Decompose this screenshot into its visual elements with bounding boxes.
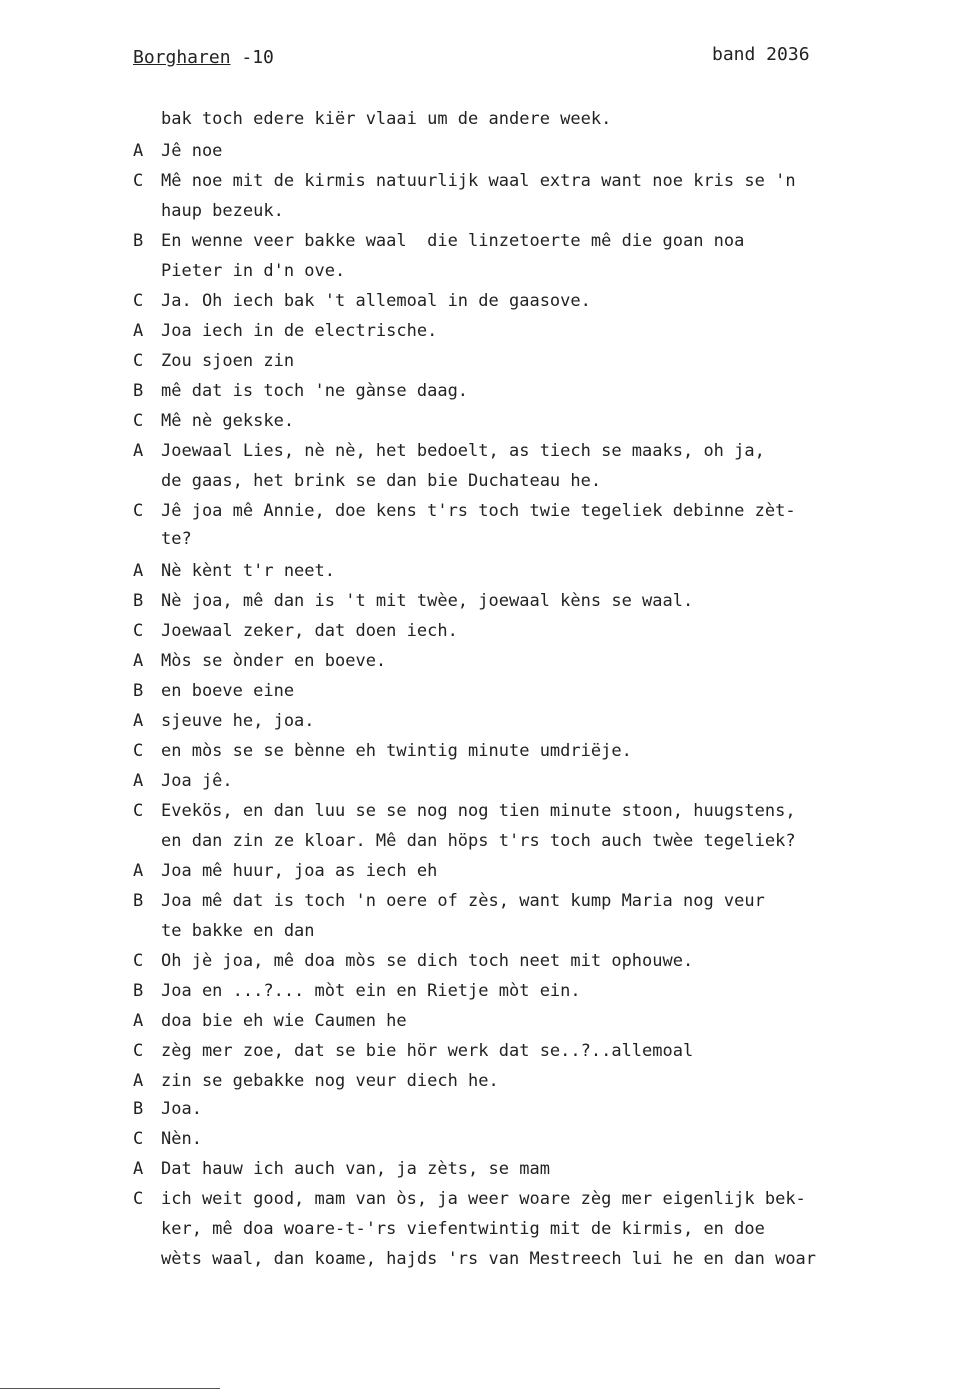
speaker-label: C bbox=[133, 291, 144, 311]
speaker-label: C bbox=[133, 621, 144, 641]
line-text: de gaas, het brink se dan bie Duchateau he. bbox=[161, 471, 602, 491]
line-text: Pieter in d'n ove. bbox=[161, 261, 346, 281]
line-text: Jê noe bbox=[161, 141, 223, 161]
line-text: ich weit good, mam van òs, ja weer woare zèg mer eigenlijk bek- bbox=[161, 1189, 806, 1209]
speaker-label: C bbox=[133, 801, 144, 821]
tape-number: band 2036 bbox=[712, 44, 810, 65]
footer-rule bbox=[0, 1388, 220, 1389]
speaker-label: A bbox=[133, 861, 144, 881]
location-name: Borgharen bbox=[133, 47, 231, 68]
line-text: zin se gebakke nog veur diech he. bbox=[161, 1071, 499, 1091]
line-text: Mê nè gekske. bbox=[161, 411, 295, 431]
line-text: en mòs se se bènne eh twintig minute umdriëje. bbox=[161, 741, 632, 761]
line-text: Joewaal Lies, nè nè, het bedoelt, as tiech se maaks, oh ja, bbox=[161, 441, 765, 461]
line-text: sjeuve he, joa. bbox=[161, 711, 315, 731]
speaker-label: C bbox=[133, 1189, 144, 1209]
speaker-label: B bbox=[133, 381, 144, 401]
line-text: Nè joa, mê dan is 't mit twèe, joewaal kèns se waal. bbox=[161, 591, 694, 611]
line-text: Nè kènt t'r neet. bbox=[161, 561, 335, 581]
speaker-label: A bbox=[133, 321, 144, 341]
line-text: Joewaal zeker, dat doen iech. bbox=[161, 621, 458, 641]
speaker-label: A bbox=[133, 1011, 144, 1031]
line-text: ker, mê doa woare-t-'rs viefentwintig mit de kirmis, en doe bbox=[161, 1219, 765, 1239]
line-text: Joa en ...?... mòt ein en Rietje mòt ein. bbox=[161, 981, 581, 1001]
speaker-label: B bbox=[133, 891, 144, 911]
line-text: te bakke en dan bbox=[161, 921, 315, 941]
line-text: Joa iech in de electrische. bbox=[161, 321, 438, 341]
speaker-label: B bbox=[133, 681, 144, 701]
speaker-label: B bbox=[133, 981, 144, 1001]
speaker-label: C bbox=[133, 351, 144, 371]
line-text: Ja. Oh iech bak 't allemoal in de gaasove. bbox=[161, 291, 591, 311]
speaker-label: B bbox=[133, 591, 144, 611]
speaker-label: A bbox=[133, 1071, 144, 1091]
line-text: Nèn. bbox=[161, 1129, 202, 1149]
speaker-label: C bbox=[133, 1129, 144, 1149]
line-text: haup bezeuk. bbox=[161, 201, 284, 221]
line-text: mê dat is toch 'ne gànse daag. bbox=[161, 381, 469, 401]
speaker-label: A bbox=[133, 141, 144, 161]
speaker-label: A bbox=[133, 711, 144, 731]
line-text: Evekös, en dan luu se se nog nog tien minute stoon, huugstens, bbox=[161, 801, 796, 821]
speaker-label: C bbox=[133, 411, 144, 431]
speaker-label: C bbox=[133, 951, 144, 971]
line-text: en dan zin ze kloar. Mê dan höps t'rs toch auch twèe tegeliek? bbox=[161, 831, 796, 851]
line-text: Mê noe mit de kirmis natuurlijk waal extra want noe kris se 'n bbox=[161, 171, 796, 191]
line-text: Mòs se ònder en boeve. bbox=[161, 651, 387, 671]
line-text: Dat hauw ich auch van, ja zèts, se mam bbox=[161, 1159, 550, 1179]
line-text: bak toch edere kiër vlaai um de andere week. bbox=[161, 109, 612, 129]
line-text: Joa. bbox=[161, 1099, 202, 1119]
line-text: Zou sjoen zin bbox=[161, 351, 295, 371]
line-text: En wenne veer bakke waal die linzetoerte mê die goan noa bbox=[161, 231, 745, 251]
speaker-label: A bbox=[133, 651, 144, 671]
speaker-label: A bbox=[133, 561, 144, 581]
speaker-label: C bbox=[133, 741, 144, 761]
line-text: zèg mer zoe, dat se bie hör werk dat se..?..allemoal bbox=[161, 1041, 694, 1061]
line-text: Jê joa mê Annie, doe kens t'rs toch twie tegeliek debinne zèt- bbox=[161, 501, 796, 521]
speaker-label: B bbox=[133, 231, 144, 251]
speaker-label: A bbox=[133, 771, 144, 791]
line-text: Oh jè joa, mê doa mòs se dich toch neet mit ophouwe. bbox=[161, 951, 694, 971]
line-text: Joa jê. bbox=[161, 771, 233, 791]
speaker-label: A bbox=[133, 441, 144, 461]
speaker-label: B bbox=[133, 1099, 144, 1119]
line-text: Joa mê dat is toch 'n oere of zès, want kump Maria nog veur bbox=[161, 891, 765, 911]
speaker-label: C bbox=[133, 1041, 144, 1061]
line-text: doa bie eh wie Caumen he bbox=[161, 1011, 407, 1031]
line-text: wèts waal, dan koame, hajds 'rs van Mestreech lui he en dan woar bbox=[161, 1249, 817, 1269]
speaker-label: C bbox=[133, 501, 144, 521]
line-text: Joa mê huur, joa as iech eh bbox=[161, 861, 438, 881]
line-text: te? bbox=[161, 529, 192, 549]
speaker-label: C bbox=[133, 171, 144, 191]
page-number: -10 bbox=[230, 47, 274, 68]
speaker-label: A bbox=[133, 1159, 144, 1179]
line-text: en boeve eine bbox=[161, 681, 295, 701]
